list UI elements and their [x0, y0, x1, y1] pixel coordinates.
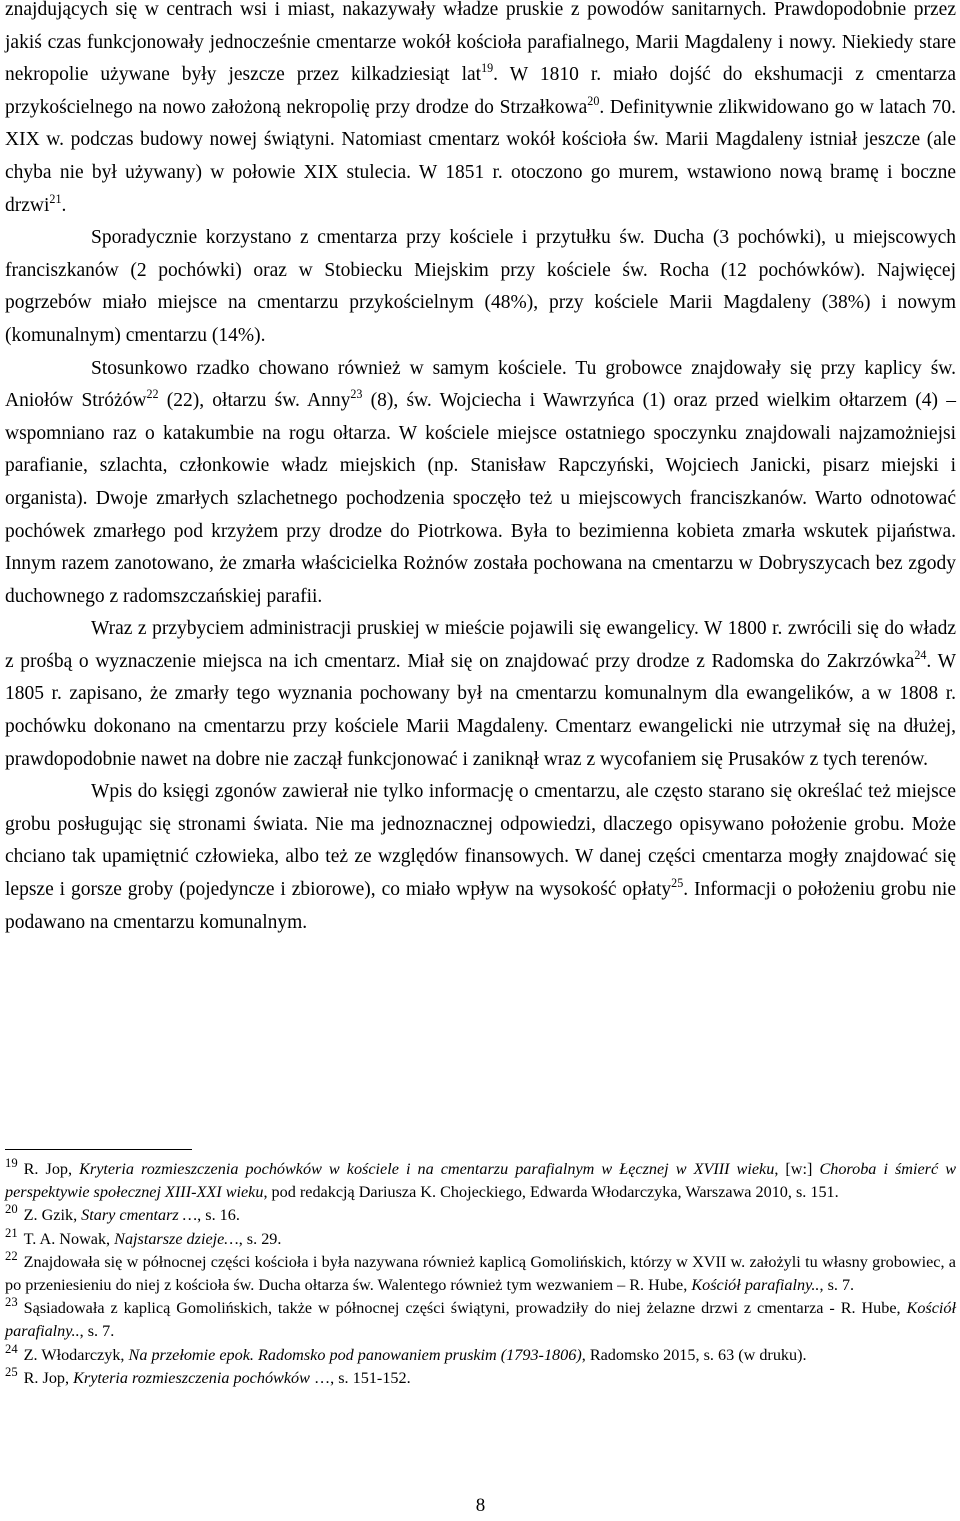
footnote-text: Sąsiadowała z kaplicą Gomolińskich, także w północnej części świątyni, prowadziły do niej żelazne drzwi z cmentarza - R. Hube,	[23, 1299, 907, 1318]
footnote-number: 24	[5, 1341, 18, 1356]
footnote-number: 22	[5, 1248, 18, 1263]
text-run: . W 1810 r. miało dojść do ekshumacji z cmentarza przykościelnego na nowo założoną nekropolię przy drodze do Strzałkowa	[5, 64, 956, 118]
footnote-23	[5, 1297, 956, 1343]
footnote-title: Najstarsze dzieje…	[114, 1229, 239, 1248]
footnotes	[5, 1158, 956, 1390]
footnote-title: Kościół parafialny..	[5, 1299, 956, 1341]
footnote-ref-20[interactable]: 20	[587, 93, 600, 108]
footnote-ref-23[interactable]: 23	[350, 387, 363, 402]
footnote-text: Z. Gzik,	[23, 1206, 82, 1225]
body-text	[5, 0, 956, 939]
footnote-separator	[5, 1149, 192, 1150]
footnote-19	[5, 1158, 956, 1204]
footnote-title: Stary cmentarz …	[81, 1206, 198, 1225]
footnote-text: , s. 16.	[197, 1206, 240, 1225]
text-run: (22), ołtarzu św. Anny	[158, 390, 351, 412]
paragraph-2: Sporadycznie korzystano z cmentarza przy kościele i przytułku św. Ducha (3 pochówki), u miejscowych franciszkanów (2 pochówki) oraz w Stobiecku Miejskim przy kościele św. Rocha (12 pochówków). Najwięcej pogrzebów miało miejsce na cmentarzu przykościelnym (48%), przy kościele Marii Magdaleny (38%) i nowym (komunalnym) cmentarzu (14%).	[5, 227, 956, 346]
footnote-22	[5, 1248, 956, 1297]
footnote-title: Kryteria rozmieszczenia pochówków	[73, 1368, 310, 1387]
footnote-title: Kościół parafialny..	[691, 1276, 820, 1295]
page-number: 8	[475, 1495, 486, 1516]
footnote-text: R. Jop,	[23, 1368, 74, 1387]
text-run: znajdujących się w centrach wsi i miast, nakazywały władze pruskie z powodów sanitarnych. Prawdopodobnie przez jakiś czas funkcjonowały jednocześnie cmentarze wokół kościoła parafialnego, Marii Magdaleny i nowy. Niekiedy stare nekropolie używane były jeszcze przez kilkadziesiąt lat	[5, 0, 956, 86]
text-run: . Definitywnie zlikwidowano go w latach 70. XIX w. podczas budowy nowej świątyni. Natomiast cmentarz wokół kościoła św. Marii Magdaleny istniał jeszcze (ale chyba nie był używany) w połowie XIX stulecia. W 1851 r. otoczono go murem, wstawiono nową bramę i boczne drzwi	[5, 96, 956, 216]
paragraph-4	[5, 613, 956, 776]
text-run: . W 1805 r. zapisano, że zmarły tego wyznania pochowany był na cmentarzu komunalnym dla ewangelików, a w 1808 r. pochówku dokonano na cmentarzu przy kościele Marii Magdaleny. Cmentarz ewangelicki nie utrzymał się na dłużej, prawdopodobnie nawet na dobre nie zaczął funkcjonować i zaniknął wraz z wycofaniem się Prusaków z tych terenów.	[5, 650, 956, 770]
footnote-text: , s. 29.	[238, 1229, 282, 1248]
footnote-title: Choroba i śmierć w perspektywie społecznej XIII-XXI wieku	[5, 1160, 956, 1202]
footnote-number: 25	[5, 1364, 18, 1379]
text-run: Stosunkowo rzadko chowano również w samym kościele. Tu grobowce znajdowały się przy kaplicy św. Aniołów Stróżów	[5, 357, 956, 412]
footnote-text: , s. 7.	[79, 1322, 115, 1341]
footnote-text: , s. 7.	[819, 1276, 855, 1295]
text-run: (8), św. Wojciecha i Wawrzyńca (1) oraz przed wielkim ołtarzem (4) – wspomniano raz o katakumbie na rogu ołtarza. W kościele miejsce ostatniego spoczynku znajdowali najzamożniejsi parafianie, szlachta, członkowie władz miejskich (np. Stanisław Rapczyński, Wojciech Janicki, pisarz miejski i organista). Dwoje zmarłych szlachetnego pochodzenia spoczęło też u miejscowych franciszkanów. Warto odnotować pochówek zmarłego pod krzyżem przy drodze do Piotrkowa. Była to bezimienna kobieta zmarła wskutek pijaństwa. Innym razem zanotowano, że zmarła właścicielka Rożnów została pochowana na cmentarzu w Dobryszycach bez zgody duchownego z radomszczańskiej parafii.	[5, 390, 956, 607]
footnote-number: 23	[5, 1295, 18, 1310]
text-run: Wpis do księgi zgonów zawierał nie tylko informację o cmentarzu, ale często starano się określać też miejsce grobu posługując się stronami świata. Nie ma jednoznacznej odpowiedzi, dlaczego opisywano położenie grobu. Może chciano tak upamiętnić człowieka, albo też ze względów finansowych. W danej części cmentarza mogły znajdować się lepsze i gorsze groby (pojedyncze i zbiorowe), co miało wpływ na wysokość opłaty	[5, 781, 956, 901]
footnote-text: T. A. Nowak,	[23, 1229, 115, 1248]
footnote-text: , Radomsko 2015, s. 63 (w druku).	[581, 1345, 807, 1364]
footnote-25	[5, 1364, 956, 1390]
footnote-ref-24[interactable]: 24	[914, 648, 927, 663]
footnote-ref-19[interactable]: 19	[481, 61, 494, 76]
footnote-ref-21[interactable]: 21	[49, 191, 62, 206]
footnote-20	[5, 1204, 956, 1227]
footnote-text: R. Jop,	[23, 1160, 80, 1178]
footnote-number: 21	[5, 1225, 18, 1240]
footnote-21	[5, 1225, 956, 1251]
footnote-text: …, s. 151-152.	[309, 1368, 411, 1387]
footnote-text: Znajdowała się w północnej części kościoła i była nazywana również kaplicą Gomolińskich, którzy w XVII w. założyli tu własny grobowiec, a po przeniesieniu do niej z kościoła św. Ducha ołtarza św. Walentego również tym wezwaniem – R. Hube,	[5, 1252, 956, 1295]
text-run: . Informacji o położeniu grobu nie podawano na cmentarzu komunalnym.	[5, 879, 956, 933]
footnote-ref-22[interactable]: 22	[146, 387, 159, 402]
footnote-24	[5, 1341, 956, 1367]
footnote-text: , [w:]	[774, 1160, 820, 1178]
text-run: Wraz z przybyciem administracji pruskiej w mieście pojawili się ewangelicy. W 1800 r. zwrócili się do władz z prośbą o wyznaczenie miejsca na ich cmentarz. Miał się on znajdować przy drodze z Radomska do Zakrzówka	[5, 618, 956, 672]
footnote-title: Na przełomie epok. Radomsko pod panowaniem pruskim (1793-1806)	[128, 1345, 582, 1364]
paragraph-5	[5, 776, 956, 939]
footnote-ref-25[interactable]: 25	[671, 876, 684, 891]
footnote-text: Z. Włodarczyk,	[23, 1345, 129, 1364]
footnote-title: Kryteria rozmieszczenia pochówków w kościele i na cmentarzu parafialnym w Łęcznej w XVIII wieku	[79, 1160, 775, 1178]
footnote-number: 19	[5, 1156, 18, 1171]
text-run: .	[61, 194, 67, 216]
footnote-text: , pod redakcją Dariusza K. Chojeckiego, Edwarda Włodarczyka, Warszawa 2010, s. 151.	[263, 1183, 839, 1202]
paragraph-1	[5, 0, 956, 222]
footnote-number: 20	[5, 1202, 18, 1217]
paragraph-3	[5, 353, 956, 614]
